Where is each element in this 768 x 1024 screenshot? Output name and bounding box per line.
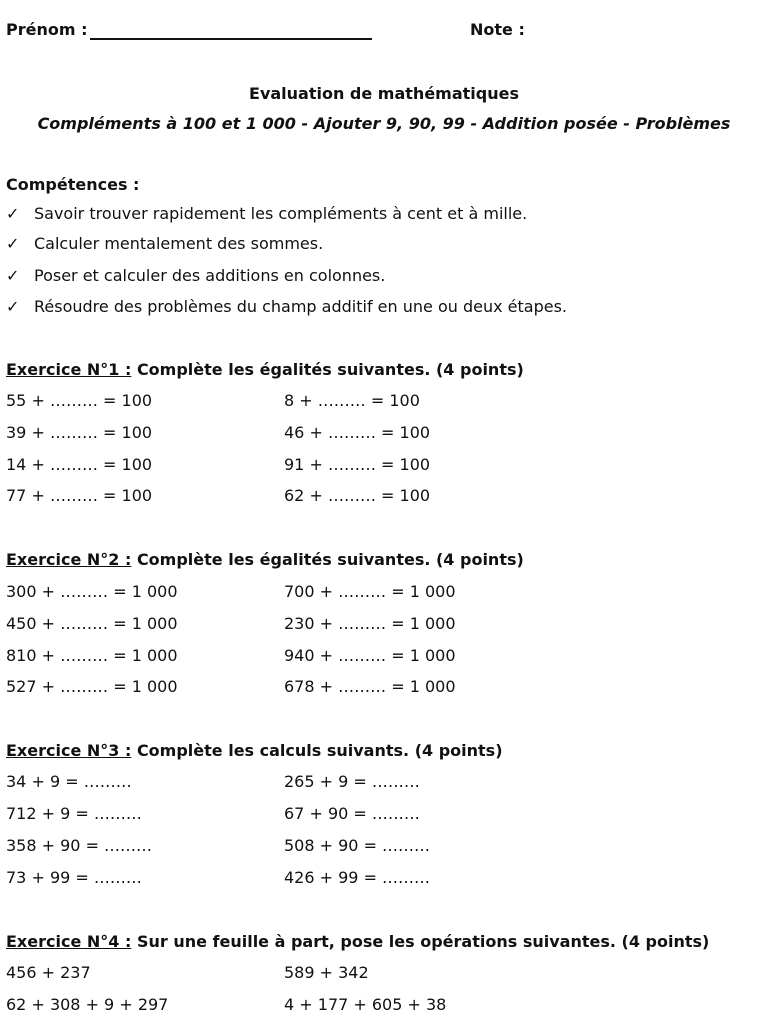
exercise-item: 508 + 90 = ………: [284, 836, 431, 855]
exercise-instruction: Complète les calculs suivants. (4 points): [136, 741, 503, 760]
exercise-item: 527 + ……… = 1 000: [6, 677, 178, 696]
exercise-label: Exercice N°1 :: [6, 360, 132, 379]
exercise-item: 940 + ……… = 1 000: [284, 646, 456, 665]
exercise-item: 62 + ……… = 100: [284, 486, 431, 505]
exercise-4-title: [6, 932, 709, 951]
exercise-item: 456 + 237: [6, 963, 91, 982]
prenom-answer-line: [90, 38, 372, 40]
check-icon: ✓: [6, 297, 20, 316]
exercise-item: 46 + ……… = 100: [284, 423, 431, 442]
exercise-item: 450 + ……… = 1 000: [6, 614, 178, 633]
exercise-item: 4 + 177 + 605 + 38: [284, 995, 447, 1014]
exercise-instruction: Complète les égalités suivantes. (4 points): [136, 360, 524, 379]
page-subtitle: Compléments à 100 et 1 000 - Ajouter 9, 90, 99 - Addition posée - Problèmes: [37, 114, 731, 133]
check-icon: ✓: [6, 204, 20, 223]
exercise-item: 67 + 90 = ………: [284, 804, 420, 823]
exercise-item: 265 + 9 = ………: [284, 772, 420, 791]
exercise-instruction: Complète les égalités suivantes. (4 points): [136, 550, 524, 569]
exercise-label: Exercice N°3 :: [6, 741, 132, 760]
exercise-item: 14 + ……… = 100: [6, 455, 153, 474]
competence-text: Savoir trouver rapidement les compléments à cent et à mille.: [34, 204, 528, 223]
exercise-item: 34 + 9 = ………: [6, 772, 132, 791]
exercise-item: 712 + 9 = ………: [6, 804, 142, 823]
competence-item: [6, 234, 323, 253]
exercise-item: 678 + ……… = 1 000: [284, 677, 456, 696]
exercise-item: 426 + 99 = ………: [284, 868, 431, 887]
exercise-item: 39 + ……… = 100: [6, 423, 153, 442]
competence-item: [6, 297, 567, 316]
exercise-item: 62 + 308 + 9 + 297: [6, 995, 169, 1014]
competence-item: [6, 204, 527, 223]
exercise-item: 55 + ……… = 100: [6, 391, 153, 410]
exercise-item: 73 + 99 = ………: [6, 868, 142, 887]
exercise-1-title: [6, 360, 524, 379]
exercise-item: 91 + ……… = 100: [284, 455, 431, 474]
exercise-item: 8 + ……… = 100: [284, 391, 420, 410]
competence-text: Poser et calculer des additions en colonnes.: [34, 266, 386, 285]
exercise-3-title: [6, 741, 503, 760]
check-icon: ✓: [6, 234, 20, 253]
exercise-item: 589 + 342: [284, 963, 369, 982]
exercise-label: Exercice N°4 :: [6, 932, 132, 951]
prenom-label: Prénom :: [6, 20, 88, 39]
note-label: Note :: [470, 20, 525, 39]
exercise-item: 810 + ……… = 1 000: [6, 646, 178, 665]
exercise-item: 230 + ……… = 1 000: [284, 614, 456, 633]
exercise-item: 300 + ……… = 1 000: [6, 582, 178, 601]
competence-text: Résoudre des problèmes du champ additif en une ou deux étapes.: [34, 297, 567, 316]
check-icon: ✓: [6, 266, 20, 285]
competence-text: Calculer mentalement des sommes.: [34, 234, 324, 253]
exercise-item: 700 + ……… = 1 000: [284, 582, 456, 601]
exercise-item: 77 + ……… = 100: [6, 486, 153, 505]
exercise-2-title: [6, 550, 524, 569]
exercise-instruction: Sur une feuille à part, pose les opérations suivantes. (4 points): [136, 932, 710, 951]
page-title: Evaluation de mathématiques: [249, 84, 519, 103]
competences-heading: Compétences :: [6, 175, 140, 194]
exercise-label: Exercice N°2 :: [6, 550, 132, 569]
exercise-item: 358 + 90 = ………: [6, 836, 153, 855]
competence-item: [6, 266, 385, 285]
